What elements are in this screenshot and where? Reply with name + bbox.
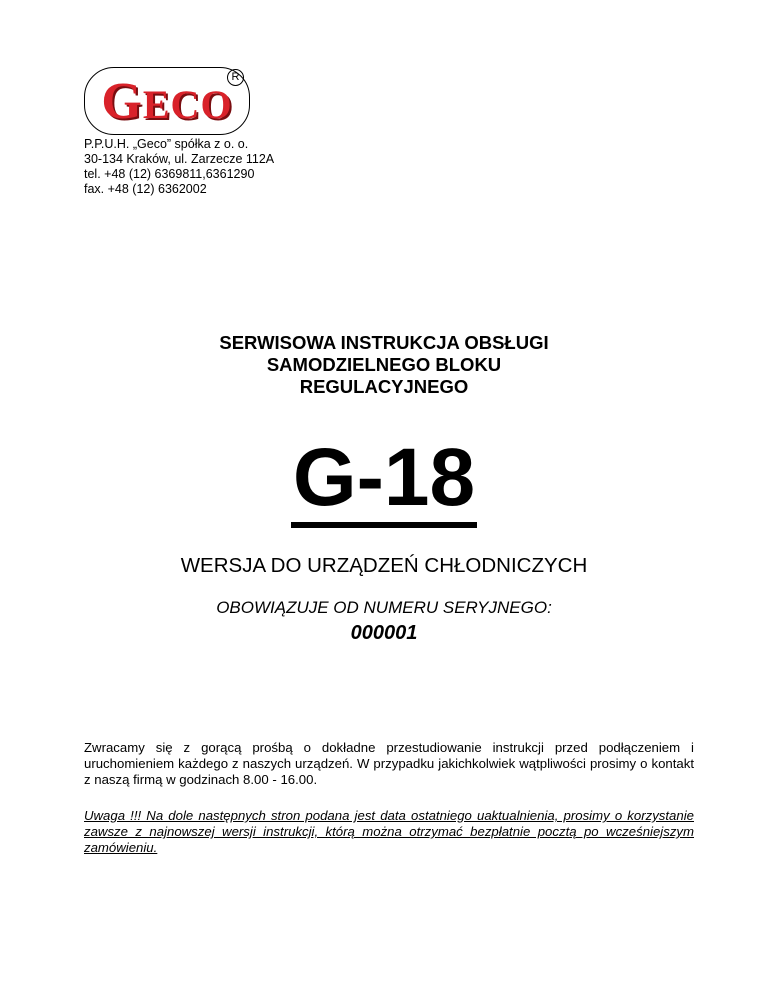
company-street: 30-134 Kraków, ul. Zarzecze 112A: [84, 152, 275, 166]
company-name: P.P.U.H. „Geco” spółka z o. o.: [84, 137, 249, 151]
company-fax: fax. +48 (12) 6362002: [84, 182, 207, 196]
validity-label: OBOWIĄZUJE OD NUMERU SERYJNEGO:: [216, 598, 552, 617]
model-heading: [0, 432, 768, 528]
model-number: G-18: [291, 438, 477, 528]
logo-wordmark: [85, 74, 249, 133]
company-phone: tel. +48 (12) 6369811,6361290: [84, 167, 255, 181]
title-line-2: SAMODZIELNEGO BLOKU: [266, 354, 502, 375]
company-address: [84, 137, 274, 197]
serial-number: 000001: [350, 622, 418, 644]
version-subtitle: WERSJA DO URZĄDZEŃ CHŁODNICZYCH: [180, 554, 588, 577]
registered-trademark-icon: R: [227, 69, 244, 86]
logo-first-letter: G: [101, 73, 143, 130]
warning-paragraph: Uwaga !!! Na dole następnych stron podana jest data ostatniego uaktualnienia, prosimy o korzystanie zawsze z najnowszej wersji instrukcji, którą można otrzymać bezpłatnie pocztą po wcześniejszym zamówieniu.: [84, 808, 694, 855]
title-line-1: SERWISOWA INSTRUKCJA OBSŁUGI: [219, 332, 549, 353]
request-paragraph: Zwracamy się z gorącą prośbą o dokładne przestudiowanie instrukcji przed podłączeniem i uruchomieniem każdego z naszych urządzeń. W przypadku jakichkolwiek wątpliwości prosimy o kontakt z naszą firmą w godzinach 8.00 - 16.00.: [84, 740, 694, 787]
company-logo: [84, 67, 250, 135]
document-title: [0, 332, 768, 398]
logo-rest-letters: ECO: [142, 82, 233, 127]
title-line-3: REGULACYJNEGO: [299, 376, 469, 397]
